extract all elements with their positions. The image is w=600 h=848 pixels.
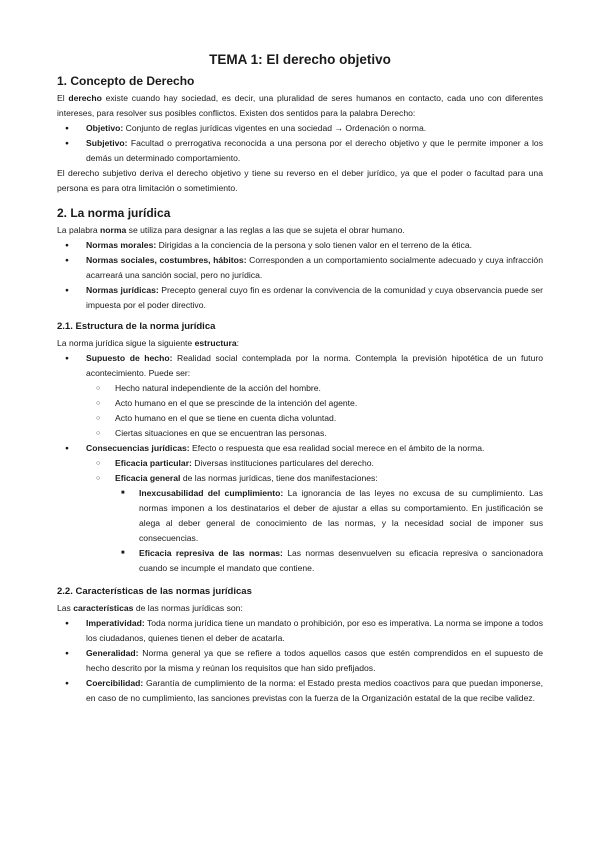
bold-term: Generalidad: <box>86 648 139 658</box>
paragraph-intro-estructura <box>57 336 543 351</box>
list-sentidos <box>57 121 543 166</box>
list-manifestaciones <box>115 486 543 576</box>
bold-term: norma <box>100 225 127 235</box>
list-estructura <box>57 351 543 576</box>
list-eficacia <box>86 456 543 576</box>
text: Diversas instituciones particulares del derecho. <box>191 458 374 468</box>
list-item <box>86 456 543 471</box>
bold-term: Normas sociales, costumbres, hábitos: <box>86 255 247 265</box>
list-item <box>57 351 543 441</box>
paragraph-derecho-subjetivo: El derecho subjetivo deriva el derecho objetivo y tiene su reverso en el deber jurídico, ya que el poder o facultad para una persona es para otra limitación o sometimiento. <box>57 168 543 193</box>
list-item <box>57 238 543 253</box>
list-item <box>57 441 543 576</box>
bold-term: características <box>73 603 134 613</box>
bold-term: Consecuencias jurídicas: <box>86 443 190 453</box>
text: La ignorancia de las leyes no excusa de su cumplimiento. Las normas imponen a los destinatarios el deber de ajustar a ellas su comportamiento. En justificación se alega al deber general de conocimiento de las normas, y la necesidad social de imponer sus consecuencias. <box>139 488 543 543</box>
bold-term: Eficacia particular: <box>115 458 192 468</box>
text: de las normas jurídicas, tiene dos manifestaciones: <box>180 473 378 483</box>
text: Conjunto de reglas jurídicas vigentes en una sociedad → Ordenación o norma. <box>123 123 427 133</box>
list-item <box>115 486 543 546</box>
list-item <box>115 546 543 576</box>
list-item <box>57 136 543 166</box>
list-item <box>57 283 543 313</box>
bold-term: Eficacia general <box>115 473 181 483</box>
text: Las <box>57 603 74 613</box>
subsection-heading-estructura: 2.1. Estructura de la norma jurídica <box>57 321 216 332</box>
text: Precepto general cuyo fin es ordenar la convivencia de la comunidad y cuya observancia puede ser impuesta por el poder directivo. <box>86 285 544 310</box>
text: La palabra <box>57 225 101 235</box>
list-item: ○ Ciertas situaciones en que se encuentran las personas. <box>86 426 543 441</box>
list-item <box>57 121 543 136</box>
bold-term: Normas jurídicas: <box>86 285 159 295</box>
bold-term: Inexcusabilidad del cumplimiento: <box>139 488 284 498</box>
bold-term: Subjetivo: <box>86 138 128 148</box>
text: Corresponden a un comportamiento socialmente adecuado y cuya infracción acarreará una sanción social, pero no jurídica. <box>86 255 543 280</box>
paragraph-intro-caracteristicas <box>57 601 543 616</box>
subsection-heading-caracteristicas: 2.2. Características de las normas jurídicas <box>57 586 252 597</box>
paragraph-intro-derecho <box>57 91 543 121</box>
text: Norma general ya que se refiere a todos aquellos casos que estén comprendidos en el supuesto de hecho descrito por la misma y reúnan los requisitos que han sido prefijados. <box>86 648 543 673</box>
list-caracteristicas <box>57 616 543 706</box>
text: existe cuando hay sociedad, es decir, una pluralidad de seres humanos en contacto, cada uno con diferentes intereses, para resolver sus posibles conflictos. Existen dos sentidos para la palabra Derecho: <box>57 93 543 118</box>
text: Efecto o respuesta que esa realidad social merece en el ámbito de la norma. <box>189 443 485 453</box>
list-item: ○ Acto humano en el que se tiene en cuenta dicha voluntad. <box>86 411 543 426</box>
text: Facultad o prerrogativa reconocida a una persona por el derecho objetivo y que le permite imponer a los demás un determinado comportamiento. <box>86 138 543 163</box>
document-title: TEMA 1: El derecho objetivo <box>209 52 391 67</box>
list-supuestos <box>86 381 543 441</box>
text: Las normas desenvuelven su eficacia represiva o sancionadora cuando se incumple el mandato que contiene. <box>139 548 544 573</box>
bold-term: derecho <box>68 93 102 103</box>
bold-term: Imperatividad: <box>86 618 145 628</box>
list-item <box>86 471 543 576</box>
text: La norma jurídica sigue la siguiente <box>57 338 195 348</box>
list-item: ○ Hecho natural independiente de la acción del hombre. <box>86 381 543 396</box>
section-heading-concepto: 1. Concepto de Derecho <box>57 74 195 88</box>
list-item <box>57 646 543 676</box>
text: El <box>57 93 69 103</box>
text: Realidad social contemplada por la norma. Contempla la previsión hipotética de un futuro acontecimiento. Puede ser: <box>86 353 543 378</box>
bold-term: Coercibilidad: <box>86 678 144 688</box>
text: Toda norma jurídica tiene un mandato o prohibición, por eso es imperativa. La norma se impone a todos los ciudadanos, quienes tienen el deber de acatarla. <box>86 618 543 643</box>
list-tipos-normas <box>57 238 543 313</box>
list-item: ○ Acto humano en el que se prescinde de la intención del agente. <box>86 396 543 411</box>
bold-term: Normas morales: <box>86 240 157 250</box>
section-heading-norma: 2. La norma jurídica <box>57 206 171 220</box>
text: Garantía de cumplimiento de la norma: el Estado presta medios coactivos para que puedan imponerse, en caso de no cumplimiento, las sanciones previstas con la fuerza de la Organización estatal de la que recibe validez. <box>86 678 543 703</box>
list-item <box>57 676 543 706</box>
bold-term: Supuesto de hecho: <box>86 353 173 363</box>
text: : <box>236 338 240 348</box>
list-item <box>57 253 543 283</box>
bold-term: Eficacia represiva de las normas: <box>139 548 283 558</box>
bold-term: Objetivo: <box>86 123 124 133</box>
text: Dirigidas a la conciencia de la persona y solo tienen valor en el terreno de la ética. <box>156 240 472 250</box>
text: de las normas jurídicas son: <box>133 603 243 613</box>
text: se utiliza para designar a las reglas a las que se sujeta el obrar humano. <box>126 225 405 235</box>
list-item <box>57 616 543 646</box>
bold-term: estructura <box>194 338 237 348</box>
paragraph-intro-norma <box>57 223 543 238</box>
